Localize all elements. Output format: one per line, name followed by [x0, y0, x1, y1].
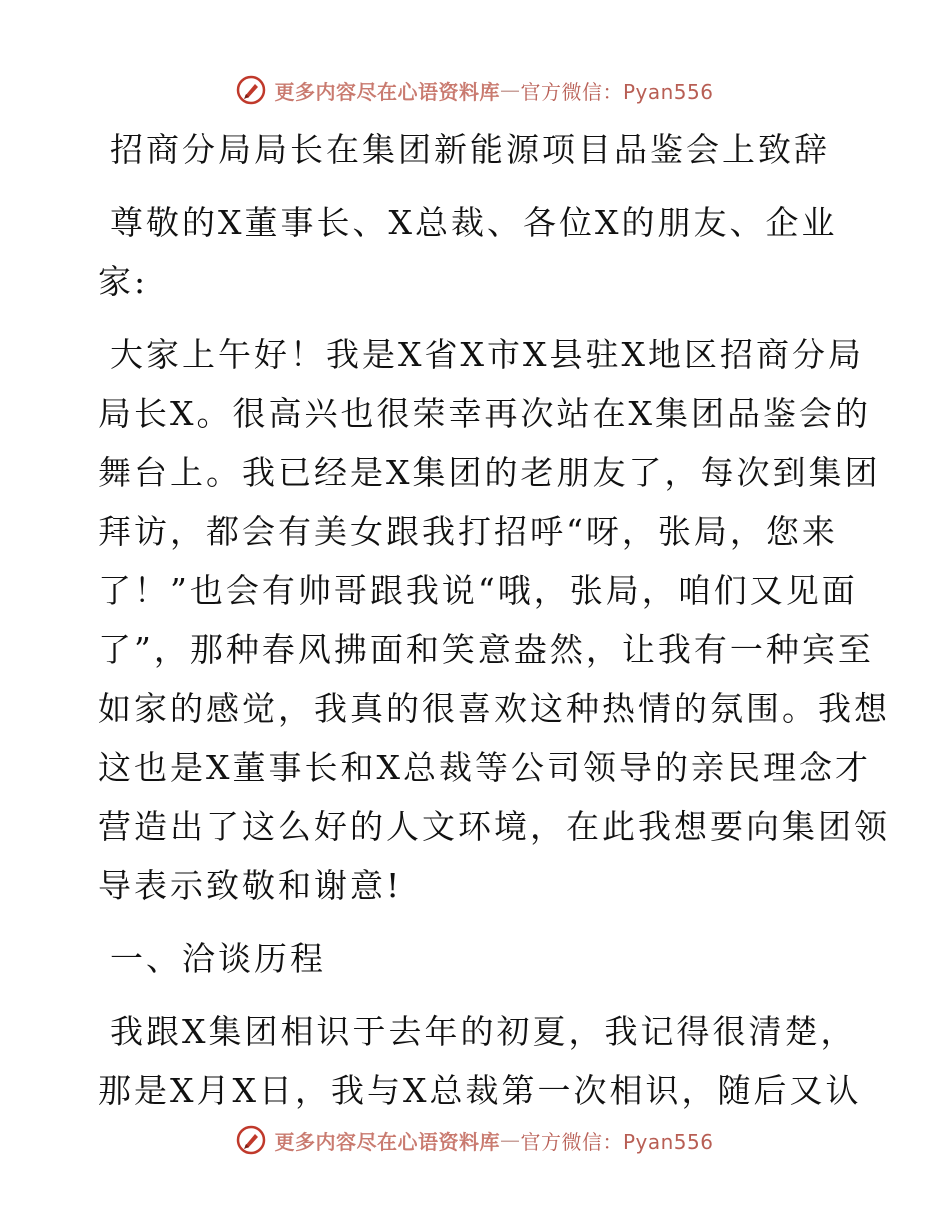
document-body [98, 120, 890, 1120]
paragraph1-line: 舞台上。我已经是X集团的老朋友了，每次到集团 [98, 453, 881, 492]
watermark-separator: — [499, 78, 521, 102]
paragraph1-line: 局长X。很高兴也很荣幸再次站在X集团品鉴会的 [98, 394, 871, 433]
salutation-line-1: 尊敬的X董事长、X总裁、各位X的朋友、企业 [110, 203, 838, 242]
watermark-footer [0, 1120, 950, 1160]
paragraph1-line: 大家上午好！我是X省X市X县驻X地区招商分局 [110, 335, 864, 374]
pen-logo-icon [236, 75, 266, 105]
watermark-header [0, 70, 950, 110]
section-heading: 一、洽谈历程 [110, 939, 326, 978]
watermark-wechat: 官方微信：Pyan556 [520, 1129, 714, 1154]
paragraph1-line: 营造出了这么好的人文环境，在此我想要向集团领 [98, 807, 890, 846]
pen-logo-icon [236, 1125, 266, 1155]
watermark-separator: — [499, 1128, 521, 1152]
paragraph1-line: 这也是X董事长和X总裁等公司领导的亲民理念才 [98, 748, 871, 787]
paragraph1-line: 拜访，都会有美女跟我打招呼“呀，张局，您来 [98, 512, 838, 551]
paragraph1-line: 了”，那种春风拂面和笑意盎然，让我有一种宾至 [98, 630, 874, 669]
salutation-line-2: 家: [98, 262, 149, 301]
paragraph1-line: 了！”也会有帅哥跟我说“哦，张局，咱们又见面 [98, 571, 858, 610]
watermark-wechat: 官方微信：Pyan556 [520, 79, 714, 104]
watermark-brand: 更多内容尽在心语资料库 [274, 1129, 500, 1154]
paragraph1-line: 导表示致敬和谢意! [98, 866, 403, 905]
paragraph1-line: 如家的感觉，我真的很喜欢这种热情的氛围。我想 [98, 689, 890, 728]
document-title: 招商分局局长在集团新能源项目品鉴会上致辞 [110, 130, 830, 169]
paragraph2-line: 那是X月X日，我与X总裁第一次相识，随后又认 [98, 1071, 862, 1110]
paragraph2-line: 我跟X集团相识于去年的初夏，我记得很清楚， [110, 1012, 857, 1051]
watermark-brand: 更多内容尽在心语资料库 [274, 79, 500, 104]
